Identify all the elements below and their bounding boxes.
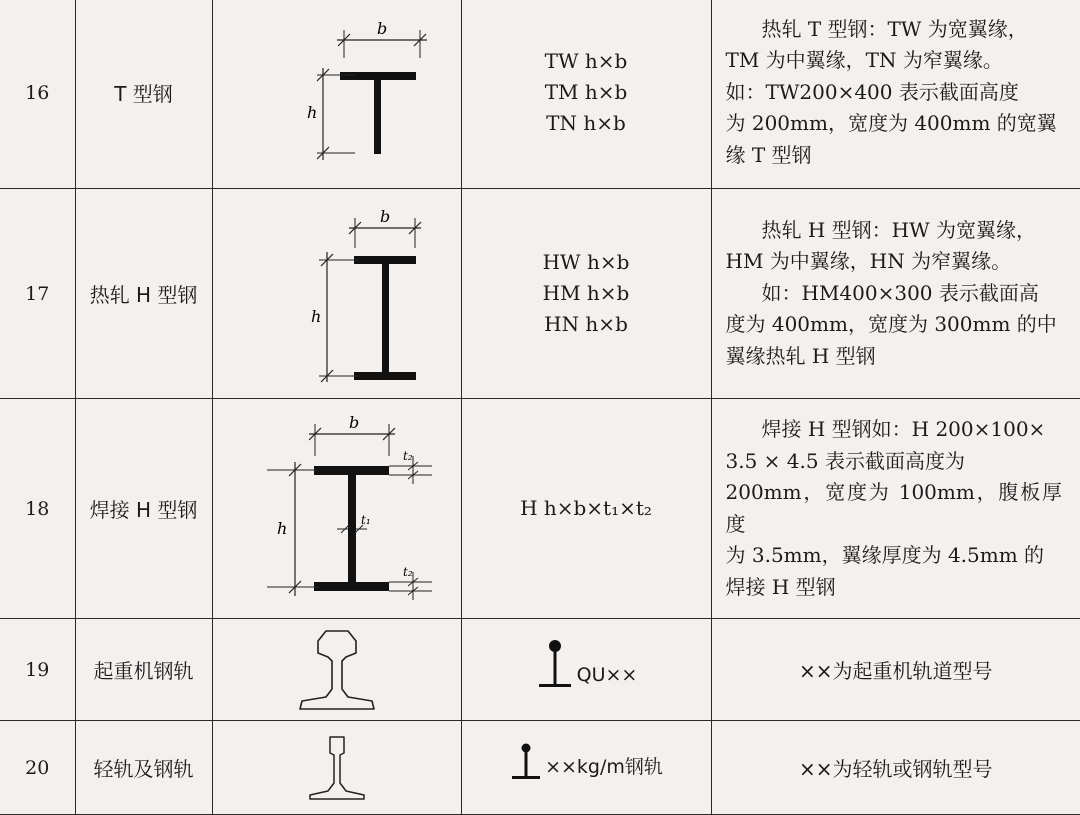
code-line: HN h×b	[544, 312, 628, 336]
desc-line: 200mm，宽度为 100mm，腹板厚度	[725, 480, 1062, 536]
description-cell	[711, 0, 1080, 189]
code-line: TW h×b	[544, 49, 628, 73]
row-number: 20	[0, 721, 75, 815]
code-line: HM h×b	[542, 281, 630, 305]
code-cell	[461, 721, 711, 815]
desc-line: 为 200mm，宽度为 400mm 的宽翼	[725, 111, 1057, 136]
code-text: ××kg/m钢轨	[545, 756, 663, 778]
desc-line: 热轧 T 型钢：TW 为宽翼缘，	[761, 16, 1028, 41]
code-cell	[461, 0, 711, 189]
section-name: 起重机钢轨	[75, 619, 212, 721]
code-cell	[461, 619, 711, 721]
dim-b-label: b	[376, 18, 387, 38]
table-row-17	[0, 189, 1080, 399]
desc-line: 焊接 H 型钢	[725, 574, 836, 599]
row-number: 19	[0, 619, 75, 721]
crane-rail-symbol	[535, 639, 638, 691]
code-line: H h×b×t₁×t₂	[520, 496, 652, 520]
t-section-drawing	[237, 18, 437, 168]
desc-line: 度为 400mm，宽度为 300mm 的中	[725, 312, 1057, 337]
code-cell	[461, 399, 711, 619]
table-row-18	[0, 399, 1080, 619]
desc-line: 焊接 H 型钢如：H 200×100×	[761, 417, 1046, 441]
dim-t1-label: t₁	[360, 512, 371, 527]
light-rail-symbol	[509, 743, 663, 783]
description-cell: ××为起重机轨道型号	[711, 619, 1080, 721]
dim-b-label: b	[379, 206, 390, 226]
dim-h-label: h	[310, 306, 321, 326]
desc-line: 热轧 H 型钢：HW 为宽翼缘，	[761, 217, 1037, 242]
crane-rail-drawing	[292, 627, 382, 713]
table-row-19	[0, 619, 1080, 721]
section-name: 热轧 H 型钢	[75, 189, 212, 399]
code-line: TM h×b	[544, 80, 628, 104]
table-row-16	[0, 0, 1080, 189]
row-number: 18	[0, 399, 75, 619]
description-cell	[711, 189, 1080, 399]
h-section-drawing	[237, 204, 437, 384]
desc-line: TM 为中翼缘，TN 为窄翼缘。	[725, 48, 1003, 73]
desc-line: 为 3.5mm，翼缘厚度为 4.5mm 的	[725, 543, 1045, 567]
crane-rail-diagram	[212, 619, 461, 721]
dim-h-label: h	[276, 518, 287, 538]
desc-line: 3.5 × 4.5 表示截面高度为	[725, 448, 965, 473]
row-number: 17	[0, 189, 75, 399]
desc-line: 缘 T 型钢	[725, 142, 812, 167]
welded-h-section-diagram	[212, 399, 461, 619]
desc-line: 如：HM400×300 表示截面高	[761, 280, 1039, 305]
dim-t2-label: t₂	[402, 564, 413, 579]
row-number: 16	[0, 0, 75, 189]
code-text: QU××	[576, 664, 638, 686]
table-row-20	[0, 721, 1080, 815]
t-section-diagram	[212, 0, 461, 189]
dim-h-label: h	[306, 102, 317, 122]
code-line: TN h×b	[546, 111, 626, 135]
code-line: HW h×b	[542, 250, 630, 274]
rail-symbol-icon	[535, 639, 575, 691]
desc-line: HM 为中翼缘，HN 为窄翼缘。	[725, 249, 1012, 274]
light-rail-diagram	[212, 721, 461, 815]
desc-line: 如：TW200×400 表示截面高度	[725, 79, 1019, 104]
code-cell	[461, 189, 711, 399]
dim-t2-label: t₂	[402, 448, 413, 463]
section-name: 焊接 H 型钢	[75, 399, 212, 619]
section-name: T 型钢	[75, 0, 212, 189]
rail-symbol-icon	[509, 743, 543, 783]
light-rail-drawing	[302, 733, 372, 803]
description-cell	[711, 399, 1080, 619]
dim-b-label: b	[348, 413, 359, 432]
description-cell: ××为轻轨或钢轨型号	[711, 721, 1080, 815]
welded-h-section-drawing	[227, 414, 447, 604]
section-name: 轻轨及钢轨	[75, 721, 212, 815]
desc-line: 翼缘热轧 H 型钢	[725, 343, 876, 368]
h-section-diagram	[212, 189, 461, 399]
